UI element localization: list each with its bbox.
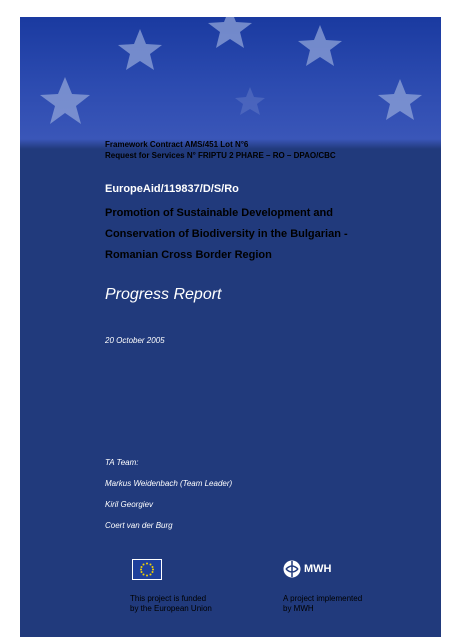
team-member: Kiril Georgiev bbox=[105, 500, 154, 509]
team-label: TA Team: bbox=[105, 458, 139, 467]
funding-line: by the European Union bbox=[130, 604, 212, 613]
title-line: Conservation of Biodiversity in the Bulgarian - bbox=[105, 228, 348, 240]
mwh-wordmark: MWH bbox=[304, 563, 332, 575]
request-line: Request for Services N° FRIPTU 2 PHARE – RO – DPAO/CBC bbox=[105, 151, 336, 160]
contract-line: Framework Contract AMS/451 Lot N°6 bbox=[105, 140, 249, 149]
team-member: Markus Weidenbach (Team Leader) bbox=[105, 479, 233, 488]
team-block bbox=[105, 452, 232, 536]
team-member: Coert van der Burg bbox=[105, 521, 173, 530]
report-date: 20 October 2005 bbox=[105, 336, 165, 345]
banner-star bbox=[235, 87, 265, 115]
mwh-logo bbox=[283, 559, 345, 579]
banner-star bbox=[118, 29, 162, 70]
implementation-line: A project implemented bbox=[283, 594, 363, 603]
mwh-implementation-note bbox=[283, 594, 362, 614]
project-reference: EuropeAid/119837/D/S/Ro bbox=[105, 183, 239, 195]
project-title bbox=[105, 203, 348, 266]
banner-star bbox=[298, 25, 342, 66]
implementation-line: by MWH bbox=[283, 604, 314, 613]
contract-header bbox=[105, 139, 336, 161]
eu-funding-note bbox=[130, 594, 212, 614]
eu-flag-icon bbox=[132, 559, 162, 580]
eu-flag-banner bbox=[20, 17, 441, 139]
report-title: Progress Report bbox=[105, 286, 222, 303]
banner-star bbox=[40, 77, 90, 124]
cover-page bbox=[20, 17, 441, 637]
banner-star bbox=[378, 79, 422, 120]
funding-line: This project is funded bbox=[130, 594, 207, 603]
title-line: Romanian Cross Border Region bbox=[105, 249, 272, 261]
title-line: Promotion of Sustainable Development and bbox=[105, 207, 333, 219]
banner-star bbox=[208, 17, 252, 48]
